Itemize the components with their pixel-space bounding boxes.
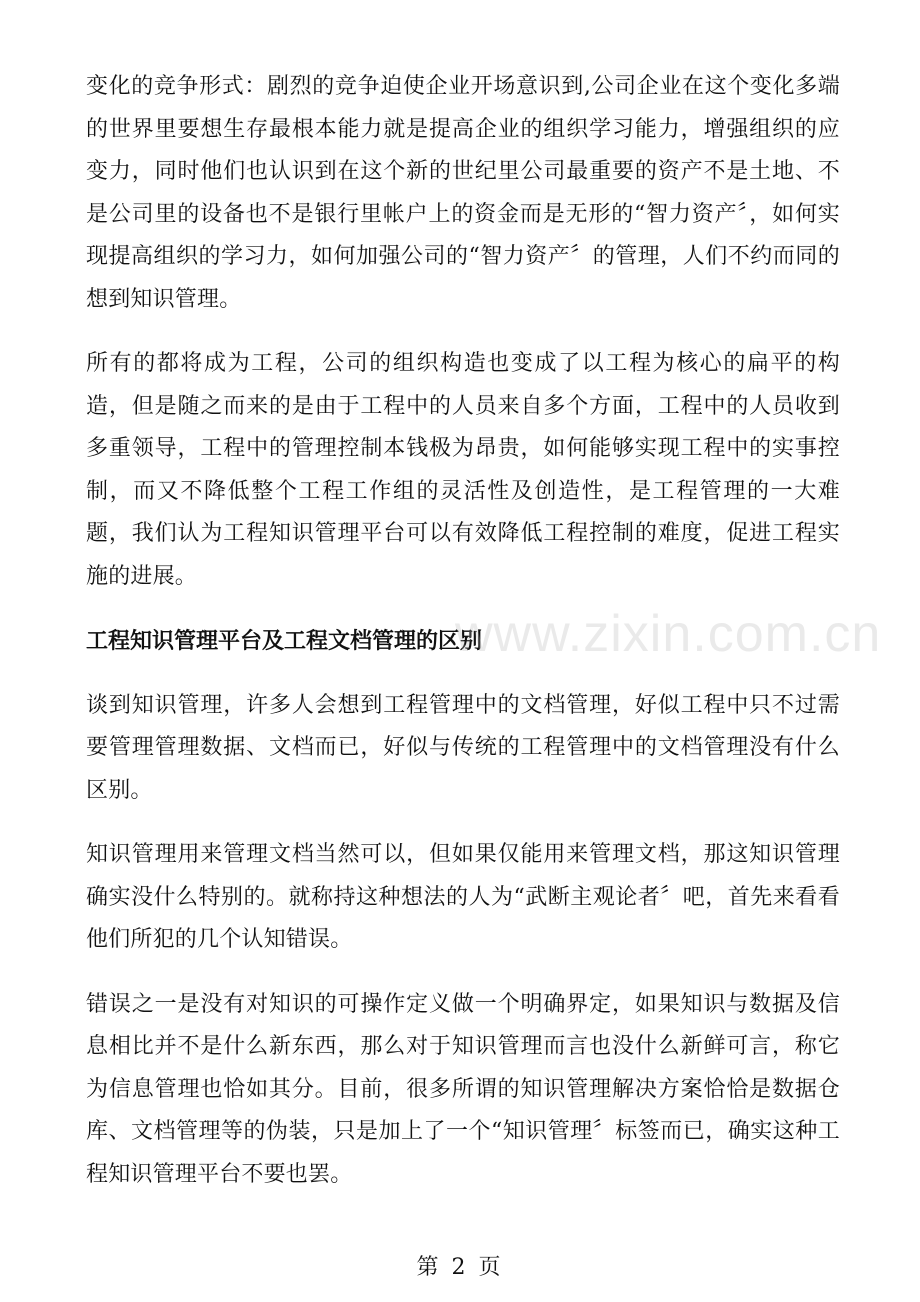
paragraph-2: 所有的都将成为工程，公司的组织构造也变成了以工程为核心的扁平的构造，但是随之而来的是由于工程中的人员来自多个方面，工程中的人员收到多重领导，工程中的管理控制本钱极为昂贵，如何能够实现工程中的实事控制，而又不降低整个工程工作组的灵活性及创造性，是工程管理的一大难题，我们认为工程知识管理平台可以有效降低工程控制的难度，促进工程实施的进展。	[86, 351, 840, 589]
paragraph-4: 知识管理用来管理文档当然可以，但如果仅能用来管理文档，那这知识管理确实没什么特别的。就称持这种想法的人为“武断主观论者〞吧，首先来看看他们所犯的几个认知错误。	[86, 842, 840, 952]
paragraph-5: 错误之一是没有对知识的可操作定义做一个明确界定，如果知识与数据及信息相比并不是什么新东西，那么对于知识管理而言也没什么新鲜可言，称它为信息管理也恰如其分。目前，很多所谓的知识管理解决方案恰恰是数据仓库、文档管理等的伪装，只是加上了一个“知识管理〞标签而已，确实这种工程知识管理平台不要也罢。	[86, 991, 840, 1187]
watermark: www.zixin.com.cn	[455, 605, 882, 663]
paragraph-3: 谈到知识管理，许多人会想到工程管理中的文档管理，好似工程中只不过需要管理管理数据、文档而已，好似与传统的工程管理中的文档管理没有什么区别。	[86, 692, 840, 803]
paragraph-1: 变化的竞争形式：剧烈的竞争迫使企业开场意识到,公司企业在这个变化多端的世界里要想生存最根本能力就是提高企业的组织学习能力，增强组织的应变力，同时他们也认识到在这个新的世纪里公司最重要的资产不是土地、不是公司里的设备也不是银行里帐户上的资金而是无形的“智力资产〞，如何实现提高组织的学习力，如何加强公司的“智力资产〞的管理，人们不约而同的想到知识管理。	[86, 74, 840, 312]
page-number: 第 2 页	[416, 1255, 504, 1280]
section-heading: 工程知识管理平台及工程文档管理的区别	[86, 628, 483, 654]
document-page	[86, 66, 840, 1218]
